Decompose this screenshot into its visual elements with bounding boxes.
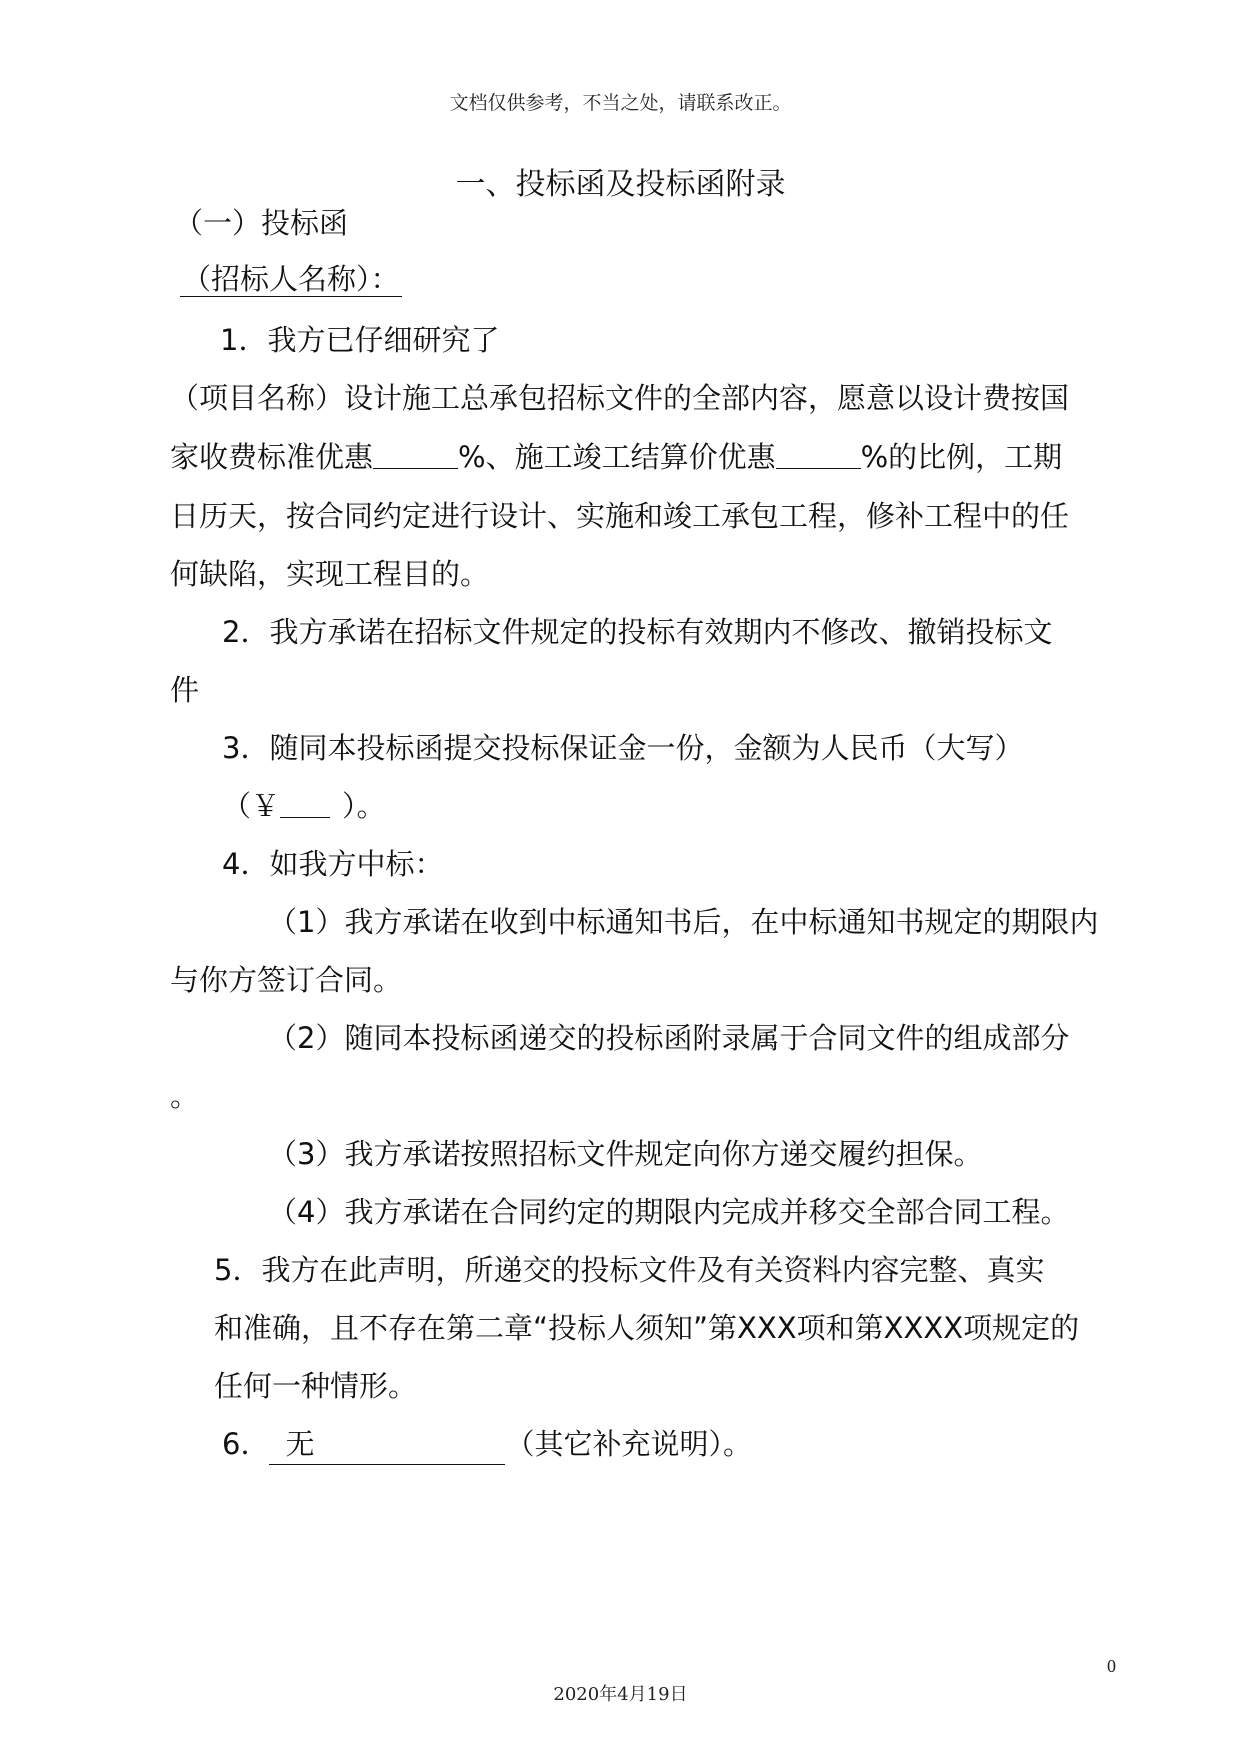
section-heading: （一）投标函 [174,206,349,240]
para-4-3: （3）我方承诺按照招标文件规定向你方递交履约担保。 [268,1137,983,1171]
para-5-line-2: 和准确，且不存在第二章“投标人须知”第XXX项和第XXXX项规定的 [214,1311,1080,1345]
para-6-text: （其它补充说明）。 [505,1427,752,1461]
para-5-line-3: 任何一种情形。 [214,1369,418,1403]
para-6 [222,1424,752,1465]
para-4: 4．如我方中标： [222,847,444,881]
para-1-text-a: 家收费标准优惠 [170,440,374,474]
yen-open: （￥ [222,789,281,823]
yen-close: ）。 [342,789,386,823]
para-1-text-b: %、施工竣工结算价优惠 [458,440,776,474]
para-3-line-1: 3．随同本投标函提交投标保证金一份，金额为人民币（大写） [222,731,1024,765]
para-2-line-1: 2．我方承诺在招标文件规定的投标有效期内不修改、撤销投标文 [222,615,1053,649]
amount-blank [280,787,330,818]
doc-title: 一、投标函及投标函附录 [455,167,786,202]
page-number: 0 [1107,1656,1116,1676]
addressee: （招标人名称）： [182,262,400,296]
discount-design-blank [373,438,458,469]
header-note: 文档仅供参考，不当之处，请联系改正。 [449,92,792,114]
para-2-line-2: 件 [170,673,200,707]
para-1-line-4: 日历天，按合同约定进行设计、实施和竣工承包工程，修补工程中的任 [170,499,1070,533]
para-4-2-line-2: 。 [170,1079,200,1113]
para-4-1-line-1: （1）我方承诺在收到中标通知书后，在中标通知书规定的期限内 [268,905,1099,939]
para-1-text-c: %的比例，工期 [860,440,1063,474]
discount-construction-blank [776,438,861,469]
para-4-1-line-2: 与你方签订合同。 [170,963,403,997]
para-4-2-line-1: （2）随同本投标函递交的投标函附录属于合同文件的组成部分 [268,1021,1070,1055]
footer-date: 2020年4月19日 [553,1684,688,1705]
para-1-line-3 [170,437,1062,477]
para-5-line-1: 5．我方在此声明，所递交的投标文件及有关资料内容完整、真实 [214,1253,1045,1287]
para-3-line-2 [222,786,386,826]
other-notes-fill: 无 [269,1424,505,1465]
para-1-line-2: （项目名称）设计施工总承包招标文件的全部内容，愿意以设计费按国 [170,381,1070,415]
para-4-4: （4）我方承诺在合同约定的期限内完成并移交全部合同工程。 [268,1195,1070,1229]
para-1-line-5: 何缺陷，实现工程目的。 [170,557,490,591]
para-6-number: 6． [222,1427,270,1461]
para-1-line-1: 1．我方已仔细研究了 [220,323,500,357]
